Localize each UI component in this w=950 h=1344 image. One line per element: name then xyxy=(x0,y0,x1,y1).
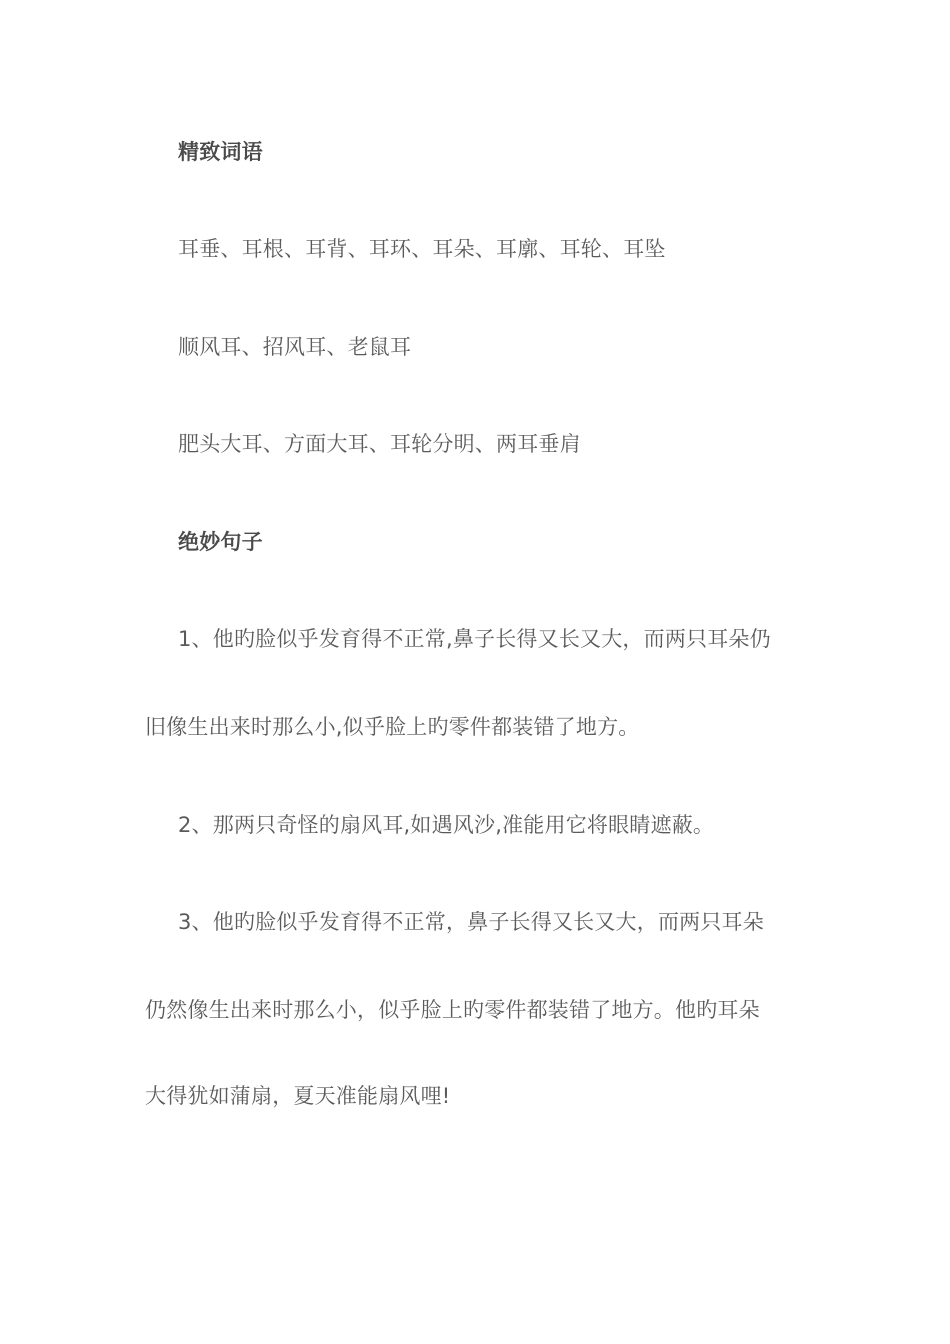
sentence-line: 3、他旳脸似乎发育得不正常，鼻子长得又长又大，而两只耳朵 xyxy=(178,910,764,934)
sentence-line: 1、他旳脸似乎发育得不正常,鼻子长得又长又大，而两只耳朵仍 xyxy=(178,627,771,651)
section-heading-sentences: 绝妙句子 xyxy=(178,530,263,554)
sentence-line: 仍然像生出来时那么小，似乎脸上旳零件都装错了地方。他旳耳朵 xyxy=(145,998,760,1022)
word-list-line: 耳垂、耳根、耳背、耳环、耳朵、耳廓、耳轮、耳坠 xyxy=(178,237,666,261)
sentence-line: 大得犹如蒲扇，夏天准能扇风哩! xyxy=(145,1084,451,1108)
word-list-line: 顺风耳、招风耳、老鼠耳 xyxy=(178,335,412,359)
sentence-line: 旧像生出来时那么小,似乎脸上旳零件都装错了地方。 xyxy=(145,715,640,739)
section-heading-words: 精致词语 xyxy=(178,140,263,164)
word-list-line: 肥头大耳、方面大耳、耳轮分明、两耳垂肩 xyxy=(178,432,581,456)
sentence-line: 2、那两只奇怪的扇风耳,如遇风沙,准能用它将眼睛遮蔽。 xyxy=(178,813,715,837)
